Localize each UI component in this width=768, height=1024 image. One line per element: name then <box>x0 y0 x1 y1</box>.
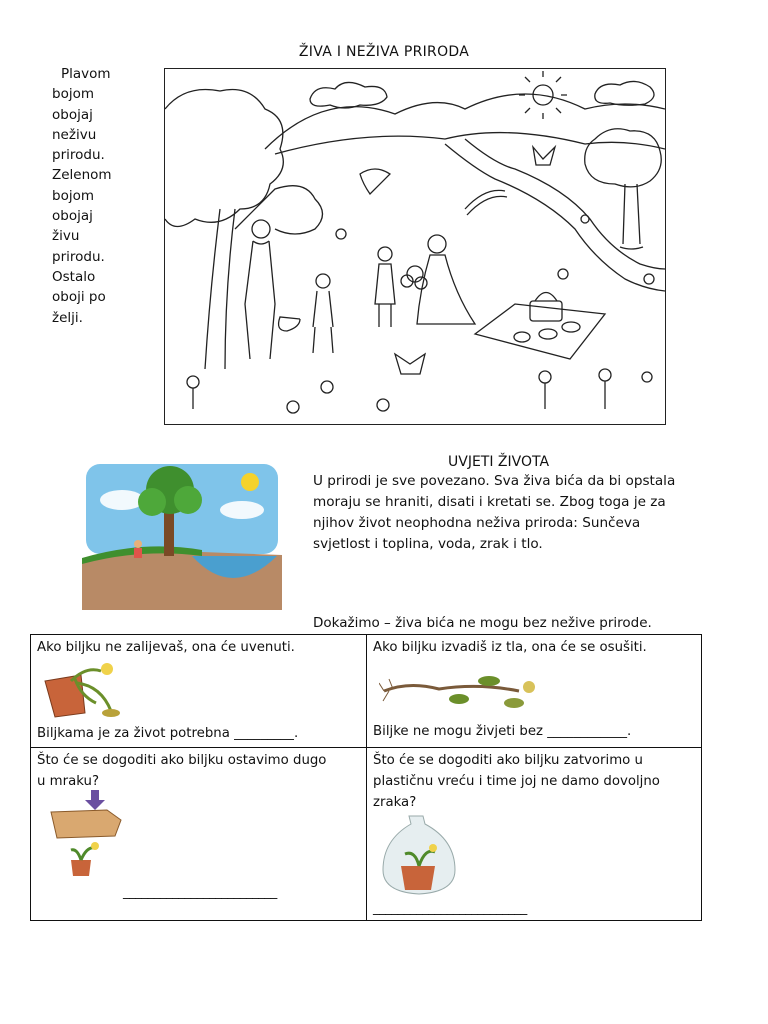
experiments-table <box>30 634 702 921</box>
worksheet-title: ŽIVA I NEŽIVA PRIRODA <box>298 44 470 60</box>
cell-line: Što će se dogoditi ako biljku zatvorimo u <box>373 753 643 768</box>
instruction-line: obojaj <box>52 106 93 123</box>
conditions-line: U prirodi je sve povezano. Sva živa bića da bi opstala <box>313 473 676 489</box>
cell-question <box>373 637 647 658</box>
cell-line: Što će se dogoditi ako biljku ostavimo dugo <box>37 753 327 768</box>
instruction-line: Zelenom <box>52 167 112 184</box>
cell-line: zraka? <box>373 795 417 810</box>
uprooted-plant-picture <box>379 661 549 717</box>
instruction-line: prirodu. <box>52 248 105 265</box>
answer-blank[interactable]: _________________________ <box>373 901 527 916</box>
conditions-line: svjetlost i toplina, voda, zrak i tlo. <box>313 536 543 552</box>
coloring-scene[interactable] <box>164 68 666 425</box>
cell-answer-line[interactable]: Biljkama je za život potrebna _________. <box>37 726 299 741</box>
instruction-line: prirodu. <box>52 147 105 164</box>
instruction-line: želji. <box>52 309 83 326</box>
coloring-instructions <box>52 64 132 328</box>
instruction-line: neživu <box>52 126 97 143</box>
conditions-line: njihov život neophodna neživa priroda: Sunčeva <box>313 515 641 531</box>
cell-line: Ako biljku izvadiš iz tla, ona će se osušiti. <box>373 640 647 655</box>
nature-illustration <box>82 460 282 610</box>
conditions-title: UVJETI ŽIVOTA <box>448 454 550 470</box>
instruction-line: Plavom <box>61 66 111 82</box>
cell-question <box>37 750 326 792</box>
cell-no-soil <box>367 635 702 748</box>
cell-question <box>373 750 660 813</box>
proof-heading: Dokažimo – živa bića ne mogu bez nežive prirode. <box>313 615 652 631</box>
instruction-line: oboji po <box>52 289 106 306</box>
box-over-plant-picture <box>47 790 127 880</box>
cell-no-water <box>31 635 367 748</box>
instruction-line: Ostalo <box>52 268 96 285</box>
wilted-plant-picture <box>41 661 131 723</box>
cell-no-air <box>367 748 702 921</box>
cell-line: Ako biljku ne zalijevaš, ona će uvenuti. <box>37 640 295 655</box>
cell-darkness <box>31 748 367 921</box>
cell-question <box>37 637 295 658</box>
cell-line: u mraku? <box>37 774 99 789</box>
instruction-line: bojom <box>52 187 94 204</box>
conditions-line: moraju se hraniti, disati i kretati se. Zbog toga je za <box>313 494 666 510</box>
cell-answer-line[interactable]: Biljke ne mogu živjeti bez ____________. <box>373 724 632 739</box>
instruction-line: bojom <box>52 86 94 103</box>
answer-blank[interactable]: _________________________ <box>123 885 277 900</box>
plant-in-bag-picture <box>379 810 459 896</box>
conditions-text <box>313 471 713 555</box>
instruction-line: živu <box>52 228 80 245</box>
instruction-line: obojaj <box>52 208 93 225</box>
cell-line: plastičnu vreću i time joj ne damo dovoljno <box>373 774 660 789</box>
